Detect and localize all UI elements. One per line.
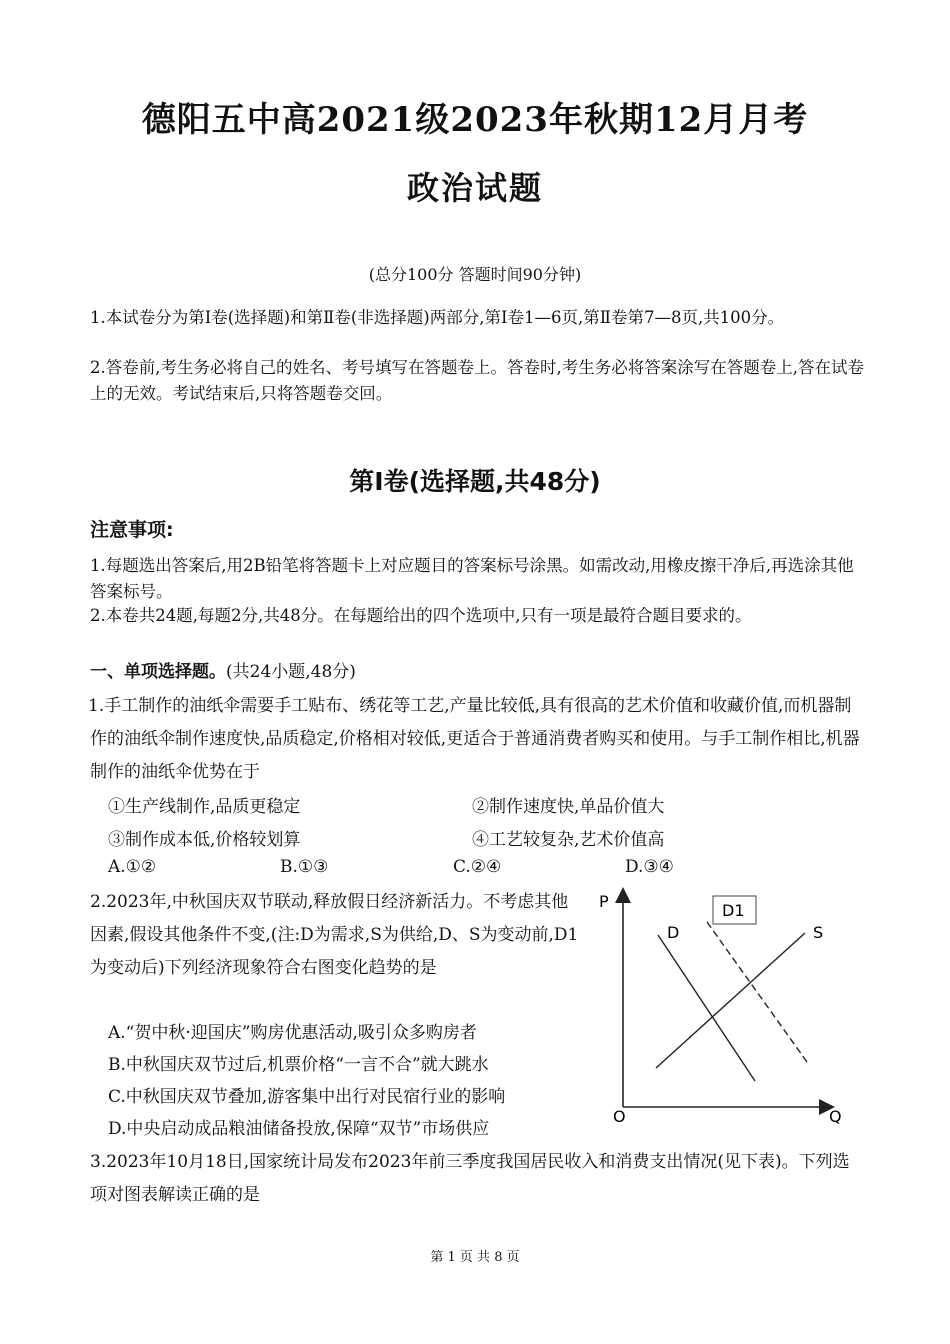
q1-choice-b[interactable]: B.①③ [280,857,329,877]
demand-new-label: D1 [722,901,745,920]
q2-choice-b[interactable]: B.中秋国庆双节过后,机票价格“一言不合”就大跳水 [108,1055,489,1075]
exam-title: 德阳五中高2021级2023年秋期12月月考 [141,100,809,140]
notice-2: 2.本卷共24题,每题2分,共48分。在每题给出的四个选项中,只有一项是最符合题目要求的。 [90,606,752,625]
section-heading: 第Ⅰ卷(选择题,共48分) [349,467,601,496]
question-3-stem: 3.2023年10月18日,国家统计局发布2023年前三季度我国居民收入和消费支出情况(见下表)。下列选项对图表解读正确的是 [90,1152,850,1205]
demand-label: D [667,923,680,942]
origin-label: O [613,1107,626,1126]
part-label: 一、单项选择题。 [90,662,226,682]
instruction-2: 2.答卷前,考生务必将自己的姓名、考号填写在答题卷上。答卷时,考生务必将答案涂写在答题卷上,答在试卷上的无效。考试结束后,只将答题卷交回。 [90,358,864,403]
q1-item-1: ①生产线制作,品质更稳定 [108,797,301,817]
q1-choice-a[interactable]: A.①② [108,857,157,877]
question-2-stem: 2.2023年,中秋国庆双节联动,释放假日经济新活力。不考虑其他因素,假设其他条件不变,(注:D为需求,S为供给,D、S为变动前,D1为变动后)下列经济现象符合右图变化趋势的是 [90,892,579,978]
q1-item-2: ②制作速度快,单品价值大 [472,797,665,817]
q2-choice-c[interactable]: C.中秋国庆双节叠加,游客集中出行对民宿行业的影响 [108,1087,506,1107]
notice-1: 1.每题选出答案后,用2B铅笔将答题卡上对应题目的答案标号涂黑。如需改动,用橡皮擦干净后,再选涂其他答案标号。 [90,556,854,601]
part-note: (共24小题,48分) [226,662,356,682]
page-footer: 第 1 页 共 8 页 [430,1250,520,1265]
supply-demand-graph [595,885,860,1130]
q2-choice-a[interactable]: A.“贺中秋·迎国庆”购房优惠活动,吸引众多购房者 [108,1023,477,1043]
q1-choice-c[interactable]: C.②④ [453,857,502,877]
question-1-stem: 1.手工制作的油纸伞需要手工贴布、绣花等工艺,产量比较低,具有很高的艺术价值和收藏价值,而机器制作的油纸伞制作速度快,品质稳定,价格相对较低,更适合于普通消费者购买和使用。与手工制作相比,机器制作的油纸伞优势在于 [88,696,860,782]
q1-choice-d[interactable]: D.③④ [625,857,674,877]
q2-choice-d[interactable]: D.中央启动成品粮油储备投放,保障“双节”市场供应 [108,1119,490,1139]
supply-label: S [813,923,824,942]
demand-curve [658,935,755,1081]
supply-curve [656,933,805,1068]
part-label-row [90,657,356,682]
q1-item-4: ④工艺较复杂,艺术价值高 [472,830,665,850]
instruction-1: 1.本试卷分为第Ⅰ卷(选择题)和第Ⅱ卷(非选择题)两部分,第Ⅰ卷1—6页,第Ⅱ卷第7—8页,共100分。 [90,308,785,327]
notice-heading: 注意事项: [90,519,174,541]
score-line: (总分100分 答题时间90分钟) [368,265,582,284]
quantity-axis-label: Q [829,1107,842,1126]
q1-item-3: ③制作成本低,价格较划算 [108,830,301,850]
demand-curve-new [707,922,807,1062]
exam-subject: 政治试题 [406,169,543,207]
price-axis-label: P [599,892,609,911]
